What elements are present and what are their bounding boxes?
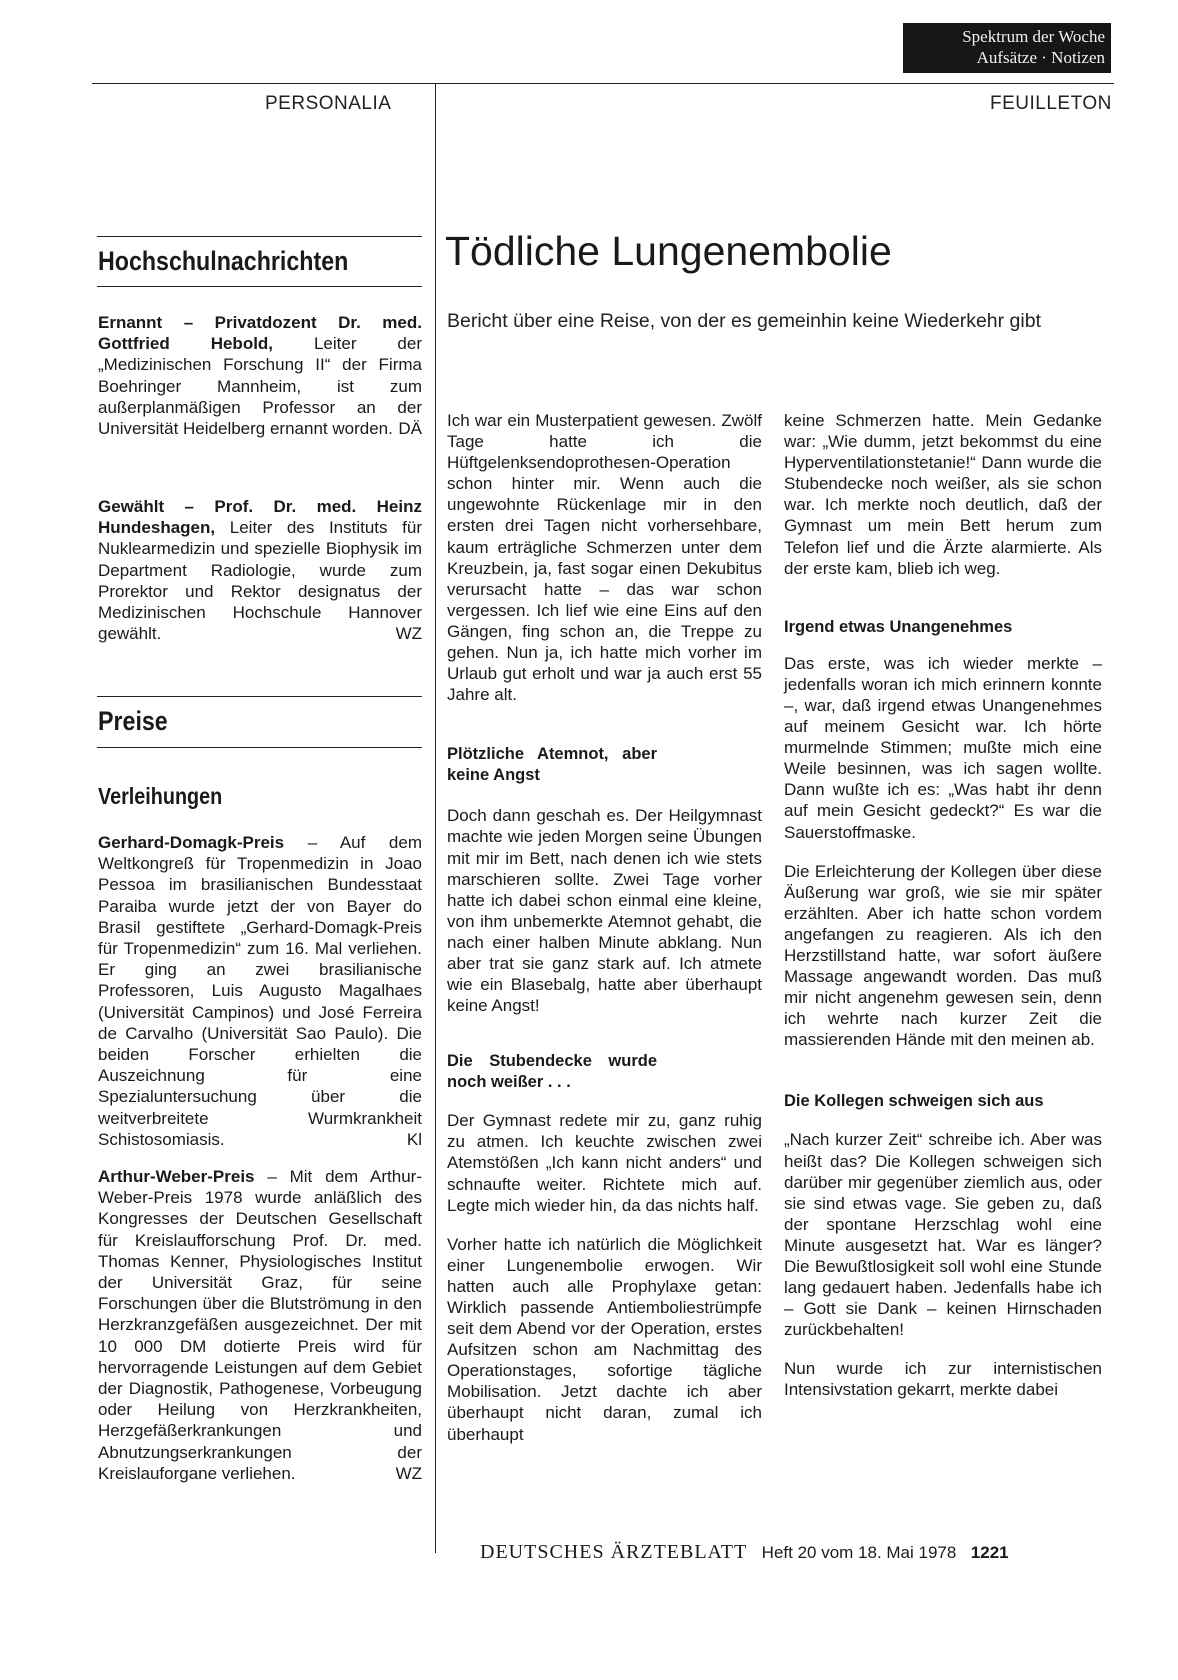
paragraph: Der Gymnast redete mir zu, ganz ruhig zu atmen. Ich keuchte zwischen zwei Atemstößen „Ich kann nicht anders“ und schnaufte weiter. Richtete mich auf. Legte mich wieder hin, da das nichts half. bbox=[447, 1111, 762, 1215]
news-item-lead: Gerhard-Domagk-Preis bbox=[98, 833, 285, 852]
section-badge bbox=[903, 23, 1111, 73]
page-number: 1221 bbox=[970, 1543, 1009, 1562]
subheading: Irgend etwas Unangenehmes bbox=[784, 617, 1013, 636]
subheading: Die Kollegen schweigen sich aus bbox=[784, 1092, 1044, 1111]
preise-rule-top bbox=[97, 696, 422, 697]
section-label-personalia: PERSONALIA bbox=[265, 93, 392, 114]
subheading: Plötzliche Atemnot, aber keine Angst bbox=[447, 745, 657, 785]
article-column-1 bbox=[447, 410, 762, 1445]
paragraph: Das erste, was ich wieder merkte – jedenfalls woran ich mich erinnern konnte –, war, daß irgend etwas Unangenehmes auf meinem Gesicht war. Ich hörte murmelnde Stimmen; mußte mich eine Weile besinnen, was ich sagen wollte. Dann wußte ich es: „Was habt ihr denn auf mein Gesicht gedeckt?“ Es war die Sauerstoffmaske. bbox=[784, 653, 1102, 842]
paragraph: Nun wurde ich zur internistischen Intensivstation gekarrt, merkte dabei bbox=[784, 1359, 1102, 1400]
news-item-domagk bbox=[98, 832, 422, 1150]
news-item-weber bbox=[98, 1166, 422, 1484]
author-sign: Kl bbox=[406, 1129, 422, 1149]
heading-rule-bottom bbox=[97, 286, 422, 287]
news-item-text: – Mit dem Arthur-Weber-Preis 1978 wurde anläßlich des Kongresses der Deutschen Gesellschaft für Kreislaufforschung Prof. Dr. med. Thomas Kenner, Physiologisches Institut der Universität Graz, für seine Forschungen über die Blutströmung in den Herzkranzgefäßen ausgezeichnet. Der mit 10 000 DM dotierte Preis wird für hervorragende Leistungen auf dem Gebiet der Diagnostik, Pathogenese, Vorbeugung oder Heilung von Herzkrankheiten, Herzgefäßerkrankungen und Abnutzungserkrankungen der Kreislauforgane verliehen. bbox=[98, 1167, 422, 1483]
magazine-name: DEUTSCHES ÄRZTEBLATT bbox=[480, 1541, 748, 1563]
paragraph: keine Schmerzen hatte. Mein Gedanke war: „Wie dumm, jetzt bekommst du eine Hyperventilationstetanie!“ Dann wurde die Stubendecke noch weißer, als sie schon war. Ich merkte noch deutlich, daß der Gymnast um mein Bett herum zum Telefon lief und die Ärzte alarmierte. Als der erste kam, blieb ich weg. bbox=[784, 411, 1102, 578]
heading-rule-top bbox=[97, 236, 422, 237]
preise-rule-bottom bbox=[97, 747, 422, 748]
section-label-feuilleton: FEUILLETON bbox=[990, 93, 1112, 114]
author-sign: WZ bbox=[395, 1463, 422, 1483]
paragraph: Ich war ein Musterpatient gewesen. Zwölf Tage hatte ich die Hüftgelenksendoprothesen-Operation schon hinter mir. Wenn auch die ungewohnte Rückenlage mir in den ersten drei Tagen nicht vorhersehbare, kaum erträgliche Schmerzen unter dem Kreuzbein, ja, fast sogar einen Dekubitus verursacht hatte – das war schon vergessen. Ich lief wie eine Eins auf den Gängen, fing schon an, die Treppe zu gehen. Nun ja, ich hatte mich vorher im Urlaub gut erholt und war ja auch erst 55 Jahre alt. bbox=[447, 411, 762, 705]
paragraph: Die Erleichterung der Kollegen über diese Äußerung war groß, wie sie mir später erzählten. Aber ich hatte schon vordem angefangen zu reagieren. Als ich den Herzstillstand hatte, war sofort äußere Massage angewandt worden. Das muß mir nicht angenehm gewesen sein, denn ich wehrte nach kurzer Zeit die massierenden Hände mit den meinen ab. bbox=[784, 861, 1102, 1050]
news-item-lead: Arthur-Weber-Preis bbox=[98, 1167, 255, 1186]
paragraph: Doch dann geschah es. Der Heilgymnast machte wie jeden Morgen seine Übungen mit mir im Bett, nach denen ich wie stets marschieren sollte. Zwei Tage vorher hatte ich dabei schon einmal eine kleine, von ihm unbemerkte Atemnot gehabt, die nach einer halben Minute abklang. Nun aber trat sie ganz stark auf. Ich atmete wie ein Blasebalg, hatte aber überhaupt keine Angst! bbox=[447, 806, 762, 1016]
author-sign: DÄ bbox=[398, 419, 422, 439]
paragraph: „Nach kurzer Zeit“ schreibe ich. Aber was heißt das? Die Kollegen schweigen sich darüber mir gegenüber ziemlich aus, oder sie sind etwas vage. Sie geben zu, daß der spontane Herzschlag wohl eine Minute ausgesetzt hat. War es länger? Die Bewußtlosigkeit soll wohl eine Stunde lang gedauert haben. Jedenfalls habe ich – Gott sie Dank – keinen Hirnschaden zurückbehalten! bbox=[784, 1130, 1102, 1340]
page-footer bbox=[480, 1541, 1009, 1564]
article-column-2 bbox=[784, 410, 1102, 1401]
heading-hochschulnachrichten: Hochschulnachrichten bbox=[98, 246, 349, 276]
article-title: Tödliche Lungenembolie bbox=[445, 228, 892, 274]
article-subtitle: Bericht über eine Reise, von der es gemeinhin keine Wiederkehr gibt bbox=[447, 310, 1041, 332]
news-item-text: – Auf dem Weltkongreß für Tropenmedizin in Joao Pessoa im brasilianischen Bundesstaat Paraiba wurde jetzt der von Bayer do Brasil gestiftete „Gerhard-Domagk-Preis für Tropenmedizin“ zum 16. Mal verliehen. Er ging an zwei brasilianische Professoren, Luis Augusto Magalhaes (Universität Campinos) und José Ferreira de Carvalho (Universität Sao Paulo). Die beiden Forscher erhielten die Auszeichnung für eine Spezialuntersuchung über die weitverbreitete Wurmkrankheit Schistosomiasis. bbox=[98, 833, 422, 1149]
issue-info: Heft 20 vom 18. Mai 1978 bbox=[761, 1543, 957, 1562]
badge-line-1: Spektrum der Woche bbox=[962, 27, 1105, 46]
news-item-hundeshagen bbox=[98, 496, 422, 644]
subheading: Die Stubendecke wurde noch weißer . . . bbox=[447, 1052, 657, 1092]
news-item-text: Leiter der „Medizinischen Forschung II“ der Firma Boehringer Mannheim, ist zum außerplanmäßigen Professor an der Universität Heidelberg ernannt worden. bbox=[98, 334, 422, 439]
news-item-lead: Ernannt – Privatdozent Dr. med. Gottfried Hebold, bbox=[98, 313, 422, 354]
heading-verleihungen: Verleihungen bbox=[98, 783, 223, 809]
author-sign: WZ bbox=[395, 624, 422, 644]
news-item-text: Leiter des Instituts für Nuklearmedizin und spezielle Biophysik im Department Radiologie, wurde zum Prorektor und Rektor designatus der Medizinischen Hochschule Hannover gewählt. bbox=[98, 518, 422, 644]
heading-preise: Preise bbox=[98, 706, 168, 736]
news-item-lead: Gewählt – Prof. Dr. med. Heinz Hundeshagen, bbox=[98, 497, 422, 538]
paragraph: Vorher hatte ich natürlich die Möglichkeit einer Lungenembolie erwogen. Wir hatten auch alle Prophylaxe getan: Wirklich passende Antiemboliestrümpfe seit dem Abend vor der Operation, erstes Aufsitzen schon am Nachmittag des Operationstages, sofortige tägliche Mobilisation. Jetzt dachte ich aber überhaupt nicht daran, zumal ich überhaupt bbox=[447, 1234, 762, 1444]
top-rule bbox=[92, 83, 1114, 84]
badge-line-2: Aufsätze · Notizen bbox=[976, 48, 1105, 67]
news-item-hebold bbox=[98, 312, 422, 439]
column-divider bbox=[435, 83, 436, 1553]
